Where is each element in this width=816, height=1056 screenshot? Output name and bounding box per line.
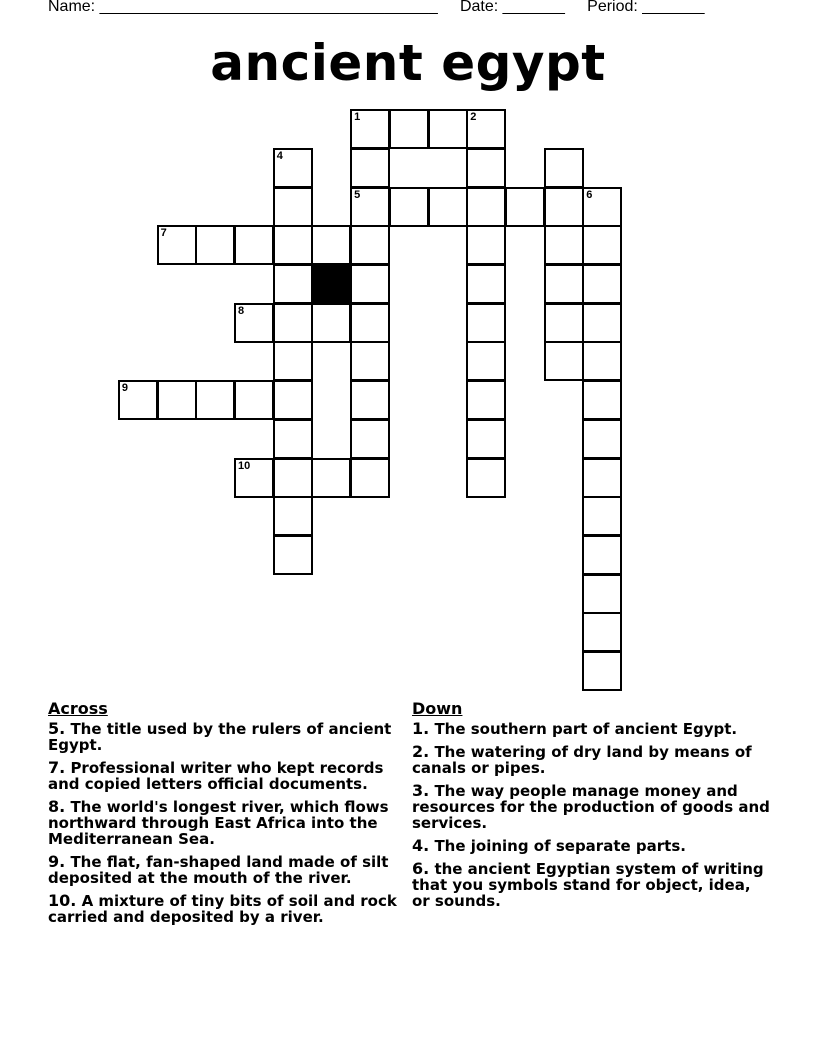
grid-cell[interactable] (582, 612, 622, 652)
clue-number: 2. (412, 742, 430, 761)
clue-text: The world's longest river, which flows northward through East Africa into the Mediterranean Sea. (48, 798, 389, 848)
grid-cell[interactable] (582, 535, 622, 575)
grid-cell[interactable] (466, 264, 506, 304)
grid-block (311, 264, 351, 304)
grid-cell[interactable] (273, 264, 313, 304)
cell-number: 5 (354, 188, 361, 201)
grid-cell[interactable] (195, 380, 235, 420)
clue-number: 10. (48, 891, 77, 910)
grid-cell[interactable] (544, 187, 584, 227)
clue-text: The southern part of ancient Egypt. (429, 720, 738, 738)
page-title: ancient egypt (210, 34, 606, 92)
clue-down-3 (412, 783, 772, 831)
clue-text: The title used by the rulers of ancient Egypt. (48, 720, 392, 754)
grid-cell[interactable] (350, 380, 390, 420)
clue-text: The way people manage money and resources for the production of goods and services. (412, 782, 770, 832)
grid-cell[interactable] (544, 303, 584, 343)
grid-cell[interactable] (582, 419, 622, 459)
clue-number: 4. (412, 836, 430, 855)
clue-number: 5. (48, 719, 66, 738)
grid-cell[interactable] (350, 264, 390, 304)
cell-number: 1 (354, 111, 361, 124)
grid-cell[interactable] (582, 458, 622, 498)
clue-number: 8. (48, 797, 66, 816)
cell-number: 9 (121, 382, 129, 395)
grid-cell[interactable] (466, 148, 506, 188)
cell-number: 6 (586, 188, 593, 201)
clue-number: 9. (48, 852, 66, 871)
grid-cell[interactable] (273, 225, 313, 265)
clue-number: 3. (412, 781, 430, 800)
grid-cell[interactable] (428, 187, 468, 227)
clue-down-2 (412, 744, 772, 776)
grid-cell[interactable] (234, 225, 274, 265)
clue-text: The joining of separate parts. (429, 837, 686, 855)
grid-cell[interactable] (311, 303, 351, 343)
grid-cell[interactable] (544, 264, 584, 304)
grid-cell[interactable] (350, 303, 390, 343)
grid-cell[interactable] (466, 303, 506, 343)
grid-cell[interactable] (505, 187, 545, 227)
grid-cell[interactable] (582, 303, 622, 343)
grid-cell[interactable] (273, 148, 313, 188)
grid-cell[interactable] (389, 187, 429, 227)
grid-cell[interactable] (350, 225, 390, 265)
clue-text: Professional writer who kept records and copied letters official documents. (48, 759, 384, 793)
clue-down-1 (412, 721, 772, 737)
grid-cell[interactable] (311, 458, 351, 498)
grid-cell[interactable] (273, 496, 313, 536)
grid-cell[interactable] (273, 458, 313, 498)
grid-cell[interactable] (466, 380, 506, 420)
grid-cell[interactable] (544, 341, 584, 381)
down-clues (412, 700, 772, 916)
grid-cell[interactable] (582, 341, 622, 381)
across-clues (48, 700, 408, 932)
grid-cell[interactable] (466, 225, 506, 265)
grid-cell[interactable] (582, 264, 622, 304)
grid-cell[interactable] (466, 458, 506, 498)
grid-cell[interactable] (582, 496, 622, 536)
grid-cell[interactable] (466, 187, 506, 227)
grid-cell[interactable] (544, 225, 584, 265)
grid-cell[interactable] (234, 380, 274, 420)
header-fields: Name: ______________________________________ Date: _______ Period: _______ (48, 0, 705, 15)
grid-cell[interactable] (350, 419, 390, 459)
grid-cell[interactable] (157, 380, 197, 420)
grid-cell[interactable] (195, 225, 235, 265)
clue-text: A mixture of tiny bits of soil and rock carried and deposited by a river. (48, 892, 397, 926)
clue-number: 6. (412, 859, 430, 878)
grid-cell[interactable] (350, 109, 390, 149)
clue-across-7 (48, 760, 408, 792)
clue-down-4 (412, 838, 772, 854)
grid-cell[interactable] (273, 380, 313, 420)
cell-number: 10 (238, 459, 251, 472)
grid-cell[interactable] (350, 458, 390, 498)
grid-cell[interactable] (582, 651, 622, 691)
grid-cell[interactable] (311, 225, 351, 265)
grid-cell[interactable] (234, 458, 274, 498)
grid-cell[interactable] (466, 419, 506, 459)
grid-cell[interactable] (273, 419, 313, 459)
grid-cell[interactable] (582, 380, 622, 420)
grid-cell[interactable] (234, 303, 274, 343)
grid-cell[interactable] (466, 109, 506, 149)
grid-cell[interactable] (350, 148, 390, 188)
grid-cell[interactable] (544, 148, 584, 188)
down-heading: Down (412, 699, 463, 718)
grid-cell[interactable] (389, 109, 429, 149)
clue-text: The flat, fan-shaped land made of silt deposited at the mouth of the river. (48, 853, 389, 887)
grid-cell[interactable] (350, 341, 390, 381)
grid-cell[interactable] (273, 535, 313, 575)
clue-down-6 (412, 861, 772, 909)
grid-cell[interactable] (118, 380, 158, 420)
clue-across-9 (48, 854, 408, 886)
grid-cell[interactable] (582, 225, 622, 265)
grid-cell[interactable] (157, 225, 197, 265)
cell-number: 8 (238, 304, 245, 317)
clue-number: 1. (412, 719, 430, 738)
clue-across-5 (48, 721, 408, 753)
grid-cell[interactable] (273, 303, 313, 343)
grid-cell[interactable] (350, 187, 390, 227)
clue-across-10 (48, 893, 408, 925)
clue-text: the ancient Egyptian system of writing that you symbols stand for object, idea, or sounds. (412, 860, 764, 910)
clue-number: 7. (48, 758, 66, 777)
grid-cell[interactable] (273, 187, 313, 227)
cell-number: 7 (160, 227, 167, 240)
grid-cell[interactable] (466, 341, 506, 381)
grid-cell[interactable] (582, 187, 622, 227)
grid-cell[interactable] (582, 574, 622, 614)
cell-number: 2 (470, 111, 477, 124)
across-heading: Across (48, 699, 108, 718)
clue-text: The watering of dry land by means of canals or pipes. (412, 743, 752, 777)
grid-cell[interactable] (428, 109, 468, 149)
cell-number: 4 (276, 149, 283, 162)
grid-cell[interactable] (273, 341, 313, 381)
clue-across-8 (48, 799, 408, 847)
